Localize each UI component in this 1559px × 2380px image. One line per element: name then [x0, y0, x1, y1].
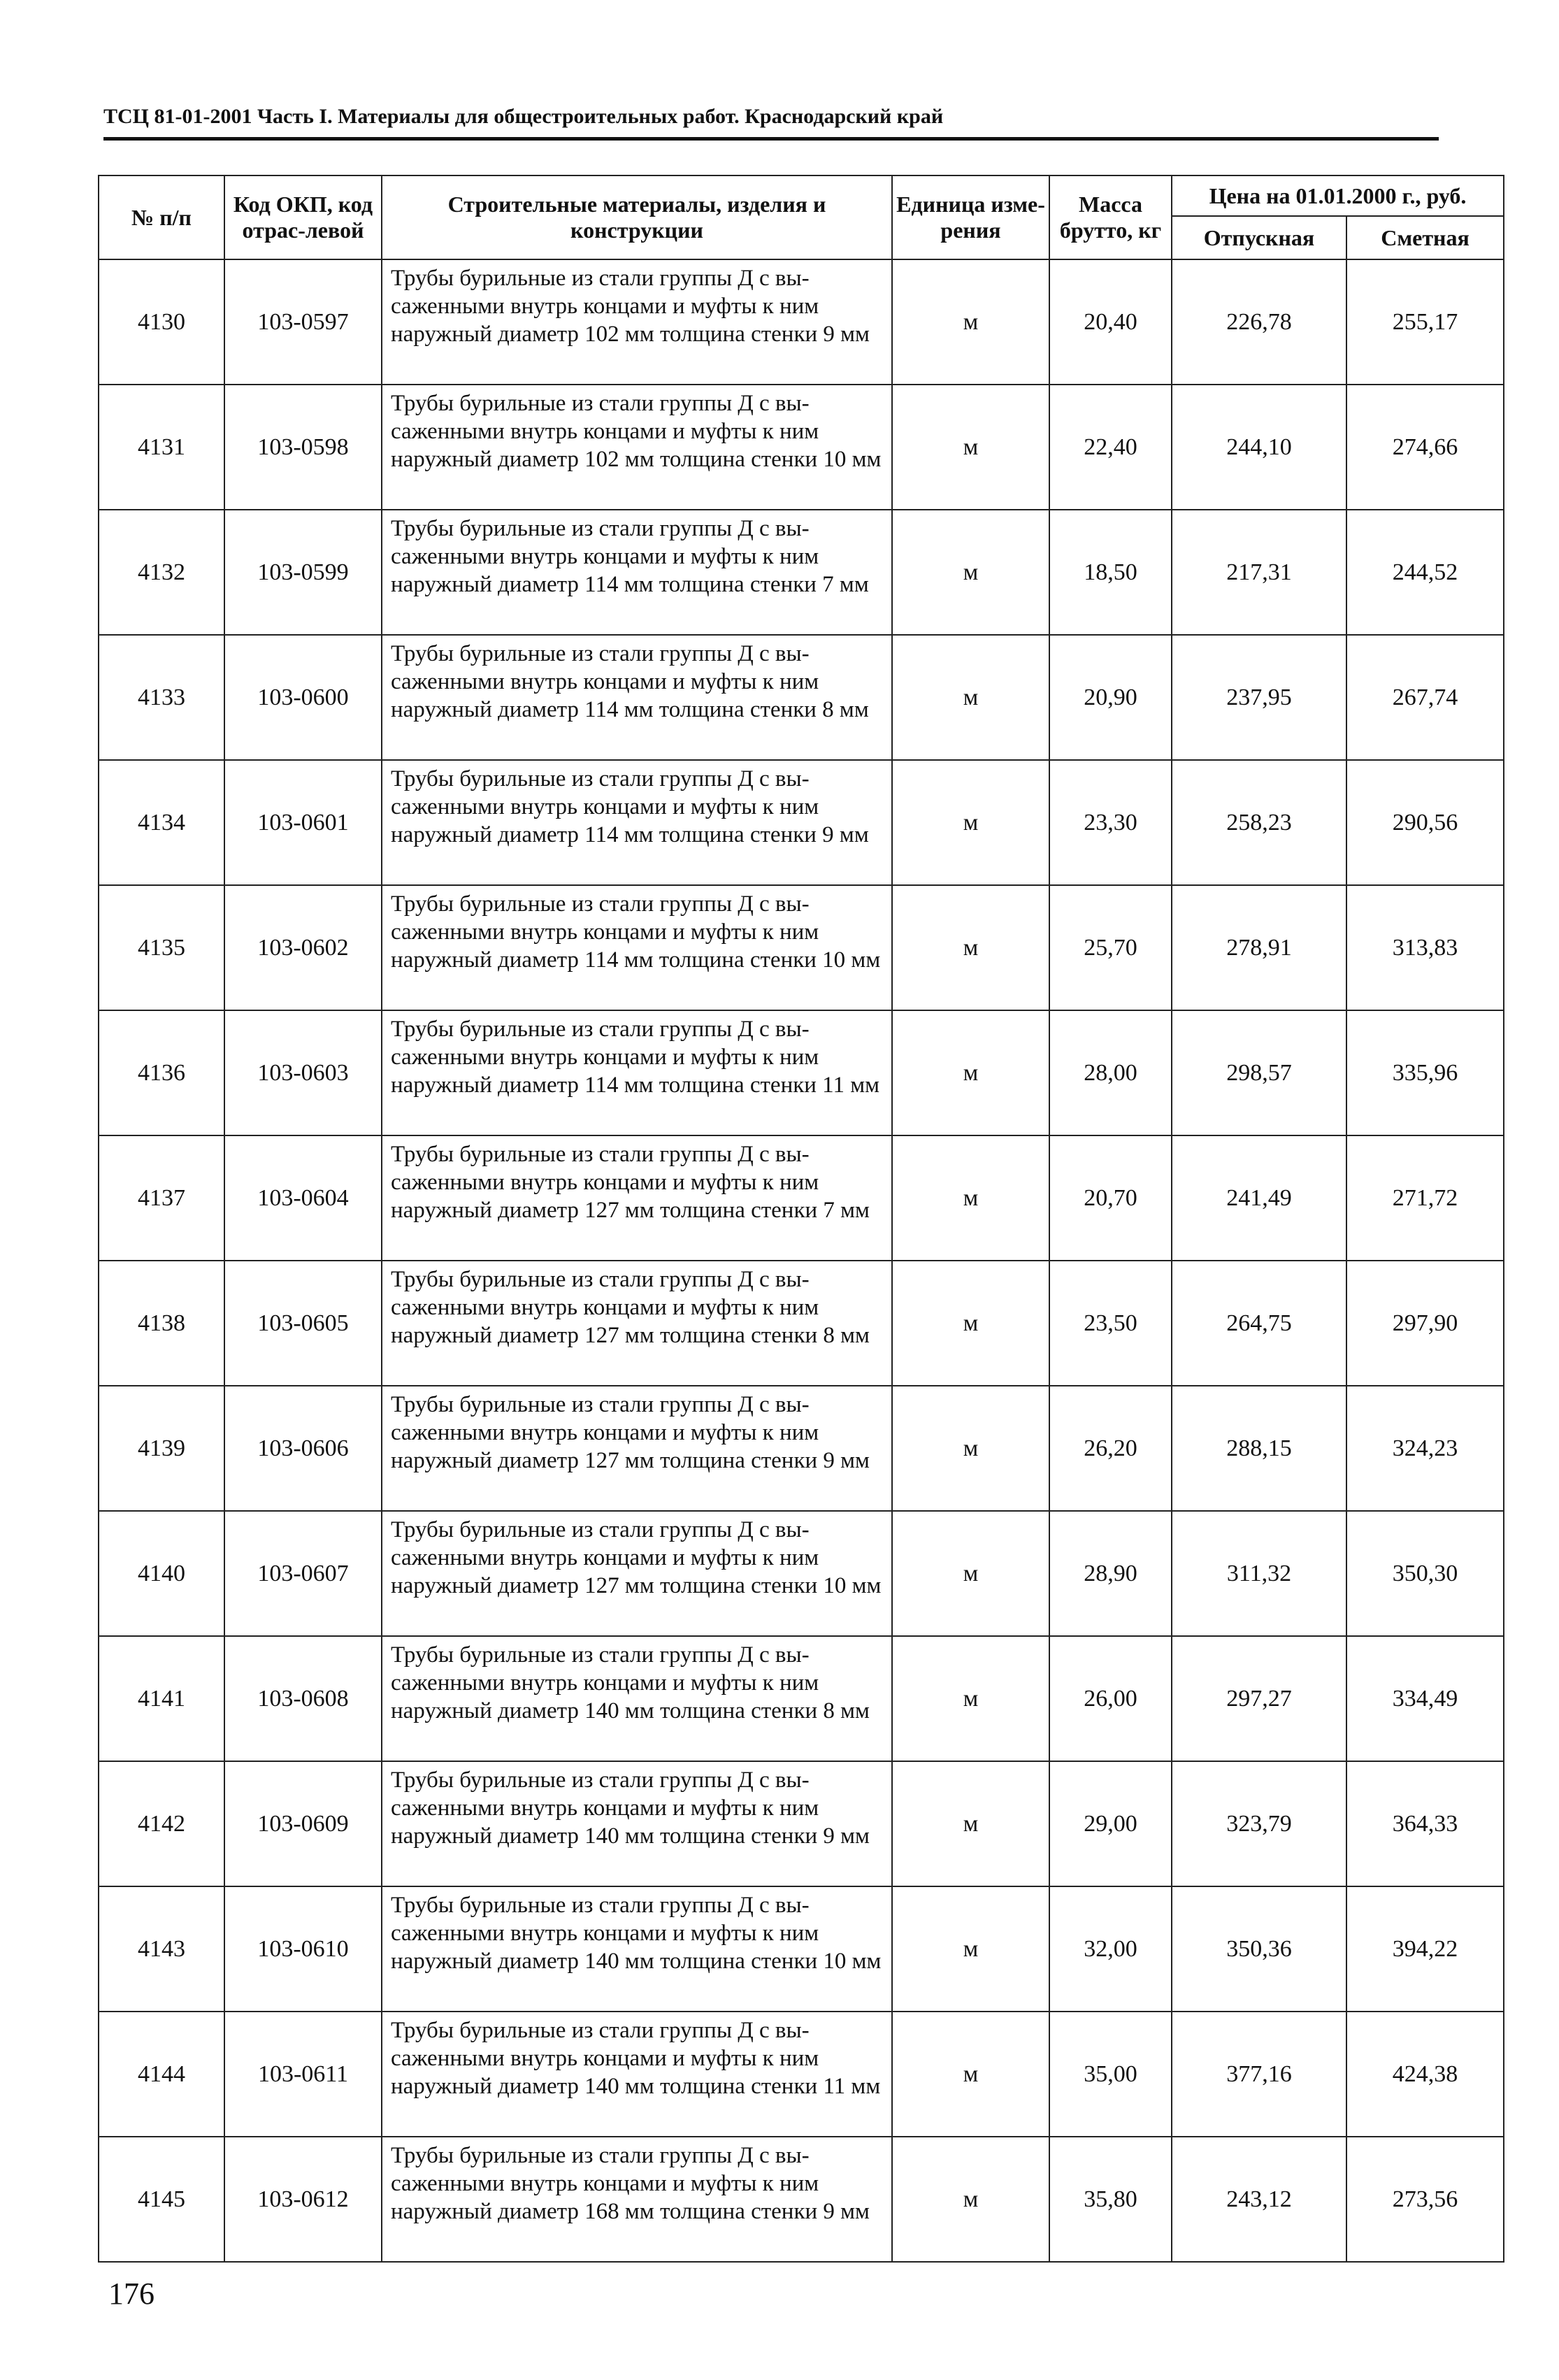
row-number-cell: 4139: [99, 1386, 224, 1511]
estimate-price-cell: 244,52: [1346, 510, 1504, 635]
code-cell: 103-0597: [224, 259, 382, 385]
estimate-price-cell: 394,22: [1346, 1886, 1504, 2012]
unit-cell: м: [892, 1636, 1049, 1761]
column-header-release-price: Отпускная: [1172, 216, 1346, 259]
row-number-cell: 4132: [99, 510, 224, 635]
estimate-price-cell: 364,33: [1346, 1761, 1504, 1886]
column-header-code: Код ОКП, код отрас-левой: [224, 175, 382, 259]
description-cell: Трубы бурильные из стали группы Д с вы-саженными внутрь концами и муфты к ним наружный диаметр 114 мм толщина стенки 10 мм: [382, 885, 892, 1010]
unit-cell: м: [892, 2012, 1049, 2137]
table-row: [99, 1636, 1504, 1761]
table-row: [99, 1386, 1504, 1511]
release-price-cell: 241,49: [1172, 1135, 1346, 1261]
row-number-cell: 4138: [99, 1261, 224, 1386]
release-price-cell: 311,32: [1172, 1511, 1346, 1636]
mass-cell: 26,20: [1049, 1386, 1172, 1511]
description-cell: Трубы бурильные из стали группы Д с вы-саженными внутрь концами и муфты к ним наружный диаметр 114 мм толщина стенки 8 мм: [382, 635, 892, 760]
unit-cell: м: [892, 885, 1049, 1010]
row-number-cell: 4143: [99, 1886, 224, 2012]
estimate-price-cell: 273,56: [1346, 2137, 1504, 2262]
unit-cell: м: [892, 2137, 1049, 2262]
table-row: [99, 760, 1504, 885]
table-row: [99, 2012, 1504, 2137]
mass-cell: 20,40: [1049, 259, 1172, 385]
unit-cell: м: [892, 1761, 1049, 1886]
column-header-mass: Масса брутто, кг: [1049, 175, 1172, 259]
mass-cell: 28,00: [1049, 1010, 1172, 1135]
table-row: [99, 1886, 1504, 2012]
unit-cell: м: [892, 1261, 1049, 1386]
column-header-unit: Единица изме-рения: [892, 175, 1049, 259]
description-cell: Трубы бурильные из стали группы Д с вы-саженными внутрь концами и муфты к ним наружный диаметр 114 мм толщина стенки 7 мм: [382, 510, 892, 635]
mass-cell: 28,90: [1049, 1511, 1172, 1636]
release-price-cell: 244,10: [1172, 385, 1346, 510]
description-cell: Трубы бурильные из стали группы Д с вы-саженными внутрь концами и муфты к ним наружный диаметр 140 мм толщина стенки 9 мм: [382, 1761, 892, 1886]
row-number-cell: 4134: [99, 760, 224, 885]
column-header-num: № п/п: [99, 175, 224, 259]
release-price-cell: 323,79: [1172, 1761, 1346, 1886]
release-price-cell: 258,23: [1172, 760, 1346, 885]
mass-cell: 20,70: [1049, 1135, 1172, 1261]
mass-cell: 23,50: [1049, 1261, 1172, 1386]
release-price-cell: 264,75: [1172, 1261, 1346, 1386]
unit-cell: м: [892, 1386, 1049, 1511]
estimate-price-cell: 274,66: [1346, 385, 1504, 510]
code-cell: 103-0599: [224, 510, 382, 635]
mass-cell: 26,00: [1049, 1636, 1172, 1761]
row-number-cell: 4144: [99, 2012, 224, 2137]
description-cell: Трубы бурильные из стали группы Д с вы-саженными внутрь концами и муфты к ним наружный диаметр 102 мм толщина стенки 9 мм: [382, 259, 892, 385]
estimate-price-cell: 335,96: [1346, 1010, 1504, 1135]
table-row: [99, 1135, 1504, 1261]
mass-cell: 29,00: [1049, 1761, 1172, 1886]
release-price-cell: 377,16: [1172, 2012, 1346, 2137]
table-row: [99, 1761, 1504, 1886]
code-cell: 103-0603: [224, 1010, 382, 1135]
description-cell: Трубы бурильные из стали группы Д с вы-саженными внутрь концами и муфты к ним наружный диаметр 127 мм толщина стенки 8 мм: [382, 1261, 892, 1386]
estimate-price-cell: 255,17: [1346, 259, 1504, 385]
mass-cell: 20,90: [1049, 635, 1172, 760]
description-cell: Трубы бурильные из стали группы Д с вы-саженными внутрь концами и муфты к ним наружный диаметр 140 мм толщина стенки 8 мм: [382, 1636, 892, 1761]
table-row: [99, 2137, 1504, 2262]
row-number-cell: 4137: [99, 1135, 224, 1261]
release-price-cell: 226,78: [1172, 259, 1346, 385]
code-cell: 103-0598: [224, 385, 382, 510]
release-price-cell: 243,12: [1172, 2137, 1346, 2262]
code-cell: 103-0609: [224, 1761, 382, 1886]
unit-cell: м: [892, 1010, 1049, 1135]
unit-cell: м: [892, 259, 1049, 385]
row-number-cell: 4131: [99, 385, 224, 510]
description-cell: Трубы бурильные из стали группы Д с вы-саженными внутрь концами и муфты к ним наружный диаметр 102 мм толщина стенки 10 мм: [382, 385, 892, 510]
mass-cell: 22,40: [1049, 385, 1172, 510]
unit-cell: м: [892, 1511, 1049, 1636]
unit-cell: м: [892, 385, 1049, 510]
code-cell: 103-0606: [224, 1386, 382, 1511]
materials-price-table: [98, 175, 1504, 2263]
unit-cell: м: [892, 1886, 1049, 2012]
unit-cell: м: [892, 760, 1049, 885]
estimate-price-cell: 290,56: [1346, 760, 1504, 885]
estimate-price-cell: 313,83: [1346, 885, 1504, 1010]
code-cell: 103-0605: [224, 1261, 382, 1386]
description-cell: Трубы бурильные из стали группы Д с вы-саженными внутрь концами и муфты к ним наружный диаметр 114 мм толщина стенки 9 мм: [382, 760, 892, 885]
description-cell: Трубы бурильные из стали группы Д с вы-саженными внутрь концами и муфты к ним наружный диаметр 140 мм толщина стенки 10 мм: [382, 1886, 892, 2012]
table-body: [99, 259, 1504, 2262]
row-number-cell: 4130: [99, 259, 224, 385]
code-cell: 103-0612: [224, 2137, 382, 2262]
mass-cell: 35,00: [1049, 2012, 1172, 2137]
row-number-cell: 4133: [99, 635, 224, 760]
mass-cell: 25,70: [1049, 885, 1172, 1010]
table-row: [99, 259, 1504, 385]
release-price-cell: 288,15: [1172, 1386, 1346, 1511]
code-cell: 103-0611: [224, 2012, 382, 2137]
estimate-price-cell: 324,23: [1346, 1386, 1504, 1511]
estimate-price-cell: 297,90: [1346, 1261, 1504, 1386]
header-rule: [103, 137, 1439, 141]
code-cell: 103-0607: [224, 1511, 382, 1636]
row-number-cell: 4135: [99, 885, 224, 1010]
release-price-cell: 350,36: [1172, 1886, 1346, 2012]
description-cell: Трубы бурильные из стали группы Д с вы-саженными внутрь концами и муфты к ним наружный диаметр 127 мм толщина стенки 10 мм: [382, 1511, 892, 1636]
row-number-cell: 4145: [99, 2137, 224, 2262]
unit-cell: м: [892, 1135, 1049, 1261]
estimate-price-cell: 267,74: [1346, 635, 1504, 760]
column-header-name: Строительные материалы, изделия и конструкции: [382, 175, 892, 259]
column-header-price-group: Цена на 01.01.2000 г., руб.: [1172, 175, 1504, 216]
mass-cell: 23,30: [1049, 760, 1172, 885]
column-header-estimate-price: Сметная: [1346, 216, 1504, 259]
release-price-cell: 297,27: [1172, 1636, 1346, 1761]
estimate-price-cell: 424,38: [1346, 2012, 1504, 2137]
code-cell: 103-0601: [224, 760, 382, 885]
row-number-cell: 4141: [99, 1636, 224, 1761]
code-cell: 103-0600: [224, 635, 382, 760]
page-number: 176: [108, 2277, 155, 2311]
release-price-cell: 217,31: [1172, 510, 1346, 635]
description-cell: Трубы бурильные из стали группы Д с вы-саженными внутрь концами и муфты к ним наружный диаметр 168 мм толщина стенки 9 мм: [382, 2137, 892, 2262]
mass-cell: 32,00: [1049, 1886, 1172, 2012]
description-cell: Трубы бурильные из стали группы Д с вы-саженными внутрь концами и муфты к ним наружный диаметр 140 мм толщина стенки 11 мм: [382, 2012, 892, 2137]
estimate-price-cell: 334,49: [1346, 1636, 1504, 1761]
code-cell: 103-0608: [224, 1636, 382, 1761]
code-cell: 103-0602: [224, 885, 382, 1010]
row-number-cell: 4140: [99, 1511, 224, 1636]
table-row: [99, 885, 1504, 1010]
table-row: [99, 635, 1504, 760]
release-price-cell: 278,91: [1172, 885, 1346, 1010]
document-header: ТСЦ 81-01-2001 Часть I. Материалы для общестроительных работ. Краснодарский край: [103, 105, 944, 128]
row-number-cell: 4142: [99, 1761, 224, 1886]
mass-cell: 35,80: [1049, 2137, 1172, 2262]
table-row: [99, 1010, 1504, 1135]
table-row: [99, 510, 1504, 635]
table-row: [99, 1511, 1504, 1636]
table-row: [99, 385, 1504, 510]
release-price-cell: 298,57: [1172, 1010, 1346, 1135]
row-number-cell: 4136: [99, 1010, 224, 1135]
mass-cell: 18,50: [1049, 510, 1172, 635]
unit-cell: м: [892, 635, 1049, 760]
code-cell: 103-0610: [224, 1886, 382, 2012]
description-cell: Трубы бурильные из стали группы Д с вы-саженными внутрь концами и муфты к ним наружный диаметр 114 мм толщина стенки 11 мм: [382, 1010, 892, 1135]
code-cell: 103-0604: [224, 1135, 382, 1261]
unit-cell: м: [892, 510, 1049, 635]
estimate-price-cell: 271,72: [1346, 1135, 1504, 1261]
estimate-price-cell: 350,30: [1346, 1511, 1504, 1636]
release-price-cell: 237,95: [1172, 635, 1346, 760]
description-cell: Трубы бурильные из стали группы Д с вы-саженными внутрь концами и муфты к ним наружный диаметр 127 мм толщина стенки 9 мм: [382, 1386, 892, 1511]
table-row: [99, 1261, 1504, 1386]
description-cell: Трубы бурильные из стали группы Д с вы-саженными внутрь концами и муфты к ним наружный диаметр 127 мм толщина стенки 7 мм: [382, 1135, 892, 1261]
